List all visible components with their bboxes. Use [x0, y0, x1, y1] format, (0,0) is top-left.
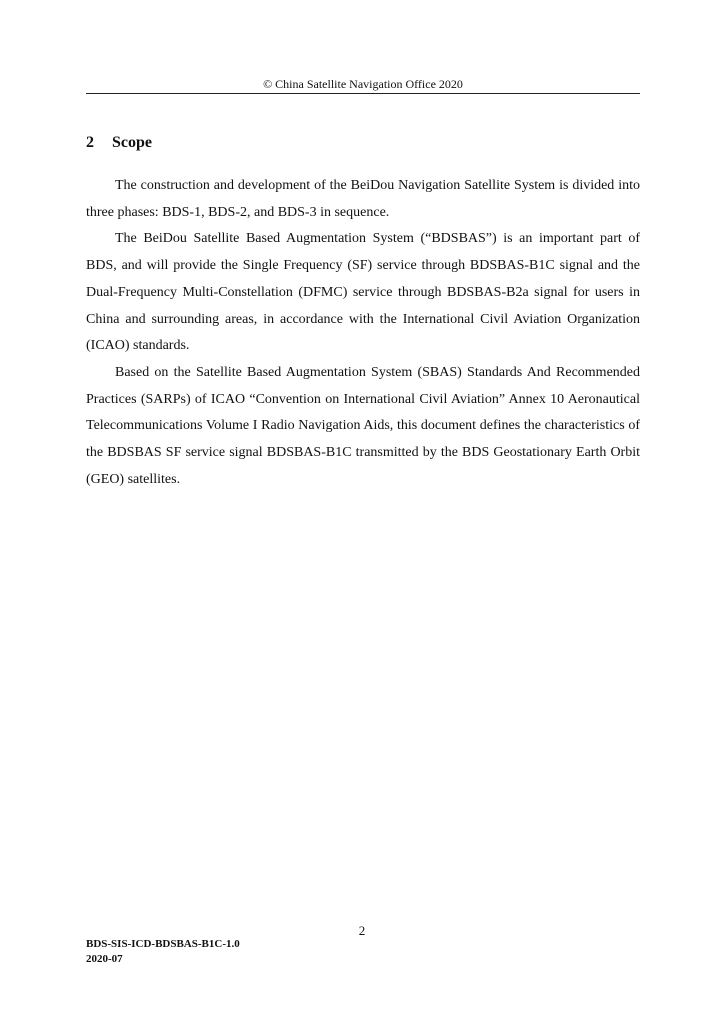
copyright-notice: © China Satellite Navigation Office 2020 — [263, 77, 463, 91]
paragraph: The BeiDou Satellite Based Augmentation System (“BDSBAS”) is an important part of BDS, and will provide the Single Frequency (SF) service through BDSBAS-B1C signal and the Dual-Frequency Multi-Constellation (DFMC) service through BDSBAS-B2a signal for users in China and surrounding areas, in accordance with the International Civil Aviation Organization (ICAO) standards. — [86, 231, 640, 354]
page-header — [86, 76, 640, 94]
page-number: 2 — [358, 923, 366, 938]
section-number: 2 — [86, 134, 94, 151]
body-text — [86, 173, 640, 493]
document-date: 2020-07 — [86, 953, 123, 965]
paragraph: Based on the Satellite Based Augmentation System (SBAS) Standards And Recommended Practices (SARPs) of ICAO “Convention on International Civil Aviation” Annex 10 Aeronautical Telecommunications Volume I Radio Navigation Aids, this document defines the characteristics of the BDSBAS SF service signal BDSBAS-B1C transmitted by the BDS Geostationary Earth Orbit (GEO) satellites. — [86, 364, 640, 487]
paragraph: The construction and development of the BeiDou Navigation Satellite System is divided into three phases: BDS-1, BDS-2, and BDS-3 in sequence. — [86, 178, 640, 220]
document-id: BDS-SIS-ICD-BDSBAS-B1C-1.0 — [86, 938, 240, 950]
section-heading — [86, 132, 152, 154]
section-title: Scope — [112, 134, 152, 151]
